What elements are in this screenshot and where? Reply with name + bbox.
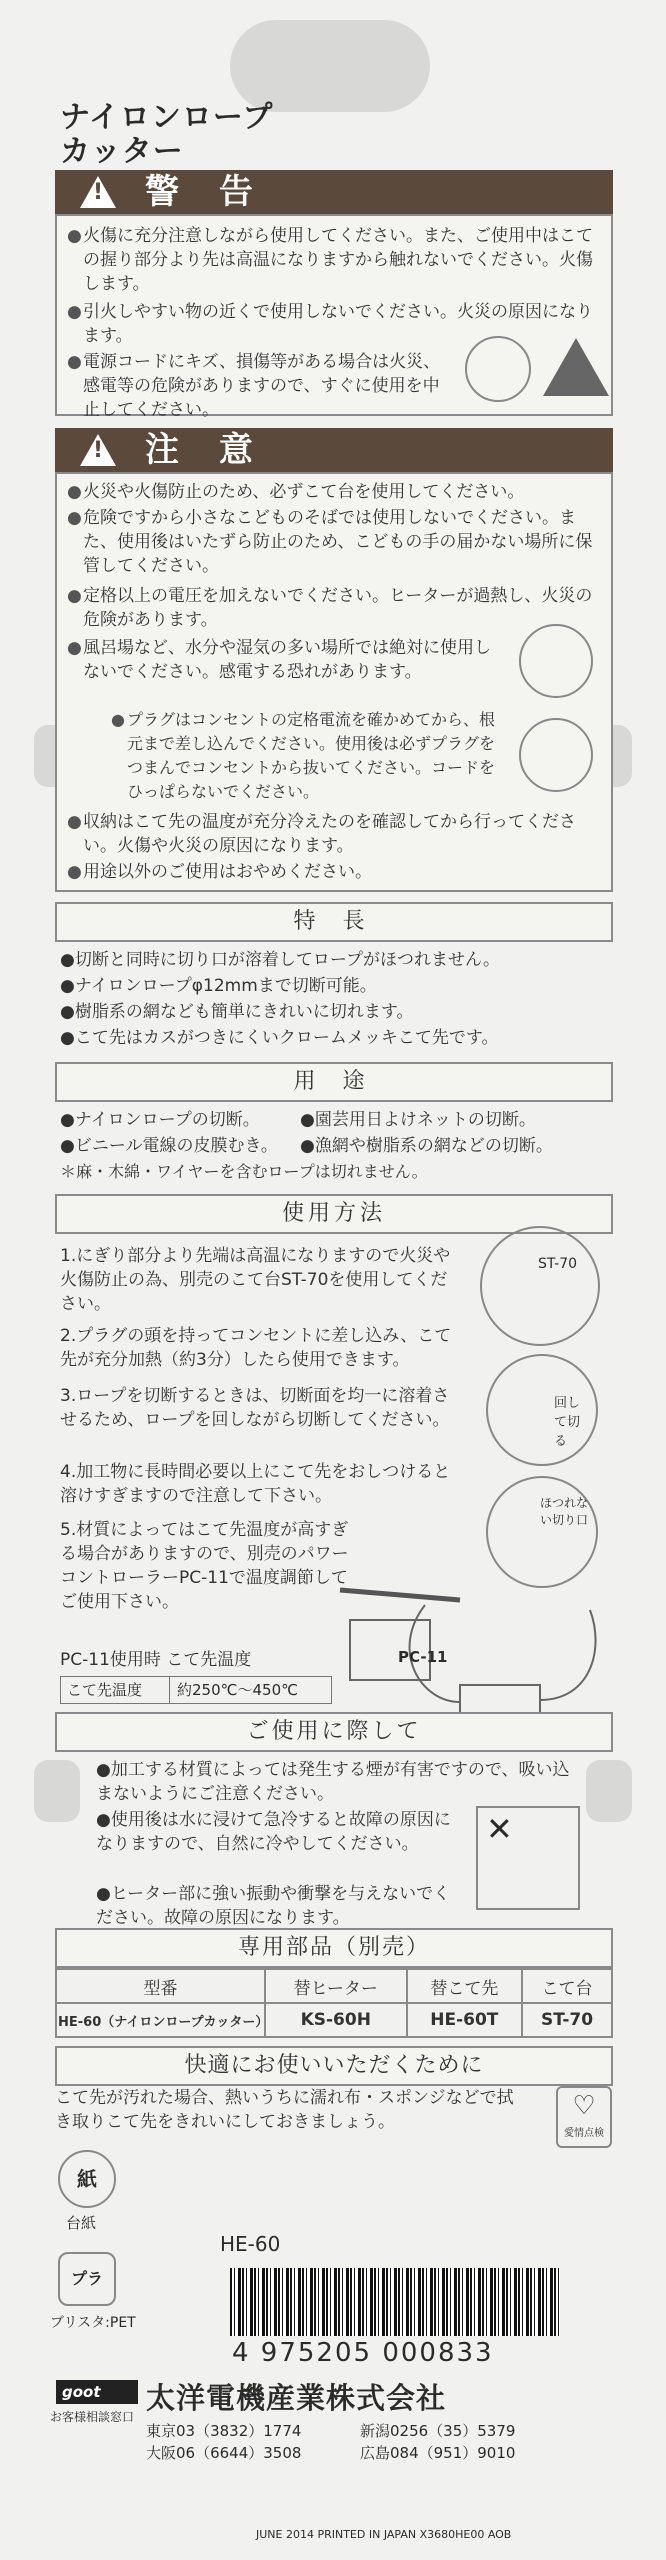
- use-item: ●園芸用日よけネットの切断。: [300, 1110, 536, 1130]
- phone-hiroshima: 広島084（951）9010: [360, 2444, 516, 2462]
- side-slot: [34, 1760, 80, 1822]
- plastic-label: ブリスタ:PET: [50, 2315, 136, 2331]
- use-item: ●ビニール電線の皮膜むき。: [60, 1136, 278, 1156]
- caution-box: [55, 472, 613, 892]
- stand-figure: ST-70: [480, 1226, 600, 1346]
- temp-caption: PC-11使用時 こて先温度: [60, 1650, 252, 1670]
- features-heading: 特 長: [55, 902, 613, 942]
- feature-item: ●樹脂系の網なども簡単にきれいに切れます。: [60, 1002, 414, 1022]
- caution-item: ● 危険ですから小さなこどものそばでは使用しないでください。また、使用後はいたずら防止のため、こどもの手の届かない場所に保管してください。: [67, 508, 593, 576]
- feature-item: ●ナイロンロープφ12mmまで切断可能。: [60, 976, 377, 996]
- caution-item: ● 用途以外のご使用はおやめください。: [67, 862, 372, 882]
- heart-icon: ♡: [572, 2091, 596, 2121]
- pc11-label: PC-11: [398, 1648, 448, 1666]
- howto-step: 4.加工物に長時間必要以上にこて先をおしつけると溶けすぎますので注意して下さい。: [60, 1462, 451, 1506]
- feature-item: ●切断と同時に切り口が溶着してロープがほつれません。: [60, 950, 501, 970]
- warning-box: [55, 214, 613, 420]
- caution-item: ● 火災や火傷防止のため、必ずこて台を使用してください。: [67, 482, 525, 502]
- no-water-icon: [519, 624, 593, 698]
- side-slot: [586, 1760, 632, 1822]
- company-name: 太洋電機産業株式会社: [146, 2381, 447, 2415]
- caution-icon: !: [80, 434, 116, 466]
- warning-item: ● 火傷に充分注意しながら使用してください。また、ご使用中はこての握り部分より先は高温になりますから触れないでください。火傷します。: [67, 226, 593, 294]
- parts-table: [55, 1968, 613, 2038]
- feature-item: ●こて先はカスがつきにくいクロームメッキこて先です。: [60, 1028, 499, 1048]
- use-item: ●ナイロンロープの切断。: [60, 1110, 260, 1130]
- goot-logo: goot: [56, 2380, 138, 2404]
- comfort-heading: 快適にお使いいただくために: [55, 2046, 613, 2086]
- print-footer: JUNE 2014 PRINTED IN JAPAN X3680HE00 AOB: [256, 2528, 512, 2541]
- parts-header-row: 型番 替ヒーター 替こて先 こて台: [56, 1969, 612, 2003]
- barcode: [230, 2268, 560, 2336]
- no-disassembly-icon: [465, 336, 531, 402]
- model-number: HE-60: [220, 2232, 281, 2256]
- uses-heading: 用 途: [55, 1062, 613, 1102]
- parts-heading: 専用部品（別売）: [55, 1928, 613, 1968]
- care-check-badge: ♡ 愛情点検: [556, 2086, 612, 2148]
- product-title-line1: ナイロンロープ: [60, 100, 274, 135]
- howto-step: 2.プラグの頭を持ってコンセントに差し込み、こて先が充分加熱（約3分）したら使用できます。: [60, 1326, 452, 1370]
- rotate-figure: 回して切る: [486, 1354, 598, 1466]
- temp-table: こて先温度 約250℃〜450℃: [60, 1676, 332, 1704]
- caution-plug-item: ● プラグはコンセントの定格電流を確かめてから、根元まで差し込んでください。使用後は必ずプラグをつまんでコンセントから抜いてください。コードをひっぱらないでください。: [111, 710, 496, 801]
- usage-note-item: ●使用後は水に浸けて急冷すると故障の原因になりますので、自然に冷やしてください。: [96, 1810, 451, 1854]
- howto-step: 5.材質によってはこて先温度が高すぎる場合がありますので、別売のパワーコントローラーPC-11で温度調節してご使用下さい。: [60, 1520, 349, 1612]
- caution-item: ● 風呂場など、水分や湿気の多い場所では絶対に使用しないでください。感電する恐れがあります。: [67, 638, 491, 682]
- howto-step: 3.ロープを切断するときは、切断面を均一に溶着させるため、ロープを回しながら切断してください。: [60, 1386, 450, 1430]
- parts-value-row: HE-60（ナイロンロープカッター） KS-60H HE-60T ST-70: [56, 2003, 612, 2037]
- uses-note: ＊麻・木綿・ワイヤーを含むロープは切れません。: [60, 1162, 428, 1181]
- unplug-icon: [519, 718, 593, 792]
- caution-item: ● 定格以上の電圧を加えないでください。ヒーターが過熱し、火災の危険があります。: [67, 586, 593, 630]
- warning-item: ● 電源コードにキズ、損傷等がある場合は火災、感電等の危険がありますので、すぐに使用を中止してください。: [67, 352, 441, 420]
- howto-step: 1.にぎり部分より先端は高温になりますので火災や火傷防止の為、別売のこて台ST-70を使用してください。: [60, 1246, 451, 1314]
- contact-label: お客様相談窓口: [50, 2410, 135, 2424]
- phone-osaka: 大阪06（6644）3508: [146, 2444, 302, 2462]
- paper-label: 台紙: [66, 2214, 97, 2232]
- caution-item: ● 収納はこて先の温度が充分冷えたのを確認してから行ってください。火傷や火災の原因になります。: [67, 812, 576, 856]
- barcode-number: 4 975205 000833: [232, 2338, 494, 2368]
- howto-heading: 使用方法: [55, 1194, 613, 1234]
- caution-banner: [55, 428, 613, 472]
- phone-niigata: 新潟0256（35）5379: [360, 2422, 516, 2440]
- usage-notes-heading: ご使用に際して: [55, 1712, 613, 1752]
- no-water-cooling-icon: ✕: [476, 1806, 580, 1910]
- warning-icon: !: [80, 176, 116, 208]
- cut-end-figure: ほつれない切り口: [486, 1476, 598, 1588]
- plastic-recycle-icon: プラ: [58, 2252, 116, 2306]
- warning-item: ● 引火しやすい物の近くで使用しないでください。火災の原因になります。: [67, 302, 593, 346]
- phone-tokyo: 東京03（3832）1774: [146, 2422, 302, 2440]
- use-item: ●漁網や樹脂系の網などの切断。: [300, 1136, 553, 1156]
- warning-heading: 警 告: [145, 172, 267, 212]
- paper-recycle-icon: 紙: [58, 2150, 116, 2208]
- fire-warning-icon: [543, 338, 609, 396]
- product-title-line2: カッター: [60, 134, 184, 169]
- comfort-text: こて先が汚れた場合、熱いうちに濡れ布・スポンジなどで拭き取りこて先をきれいにしておきましょう。: [55, 2088, 514, 2132]
- usage-note-item: ●ヒーター部に強い振動や衝撃を与えないでください。故障の原因になります。: [96, 1884, 451, 1928]
- caution-heading: 注 意: [145, 430, 267, 470]
- warning-banner: [55, 170, 613, 214]
- usage-note-item: ●加工する材質によっては発生する煙が有害ですので、吸い込まないようにご注意ください。: [96, 1760, 570, 1804]
